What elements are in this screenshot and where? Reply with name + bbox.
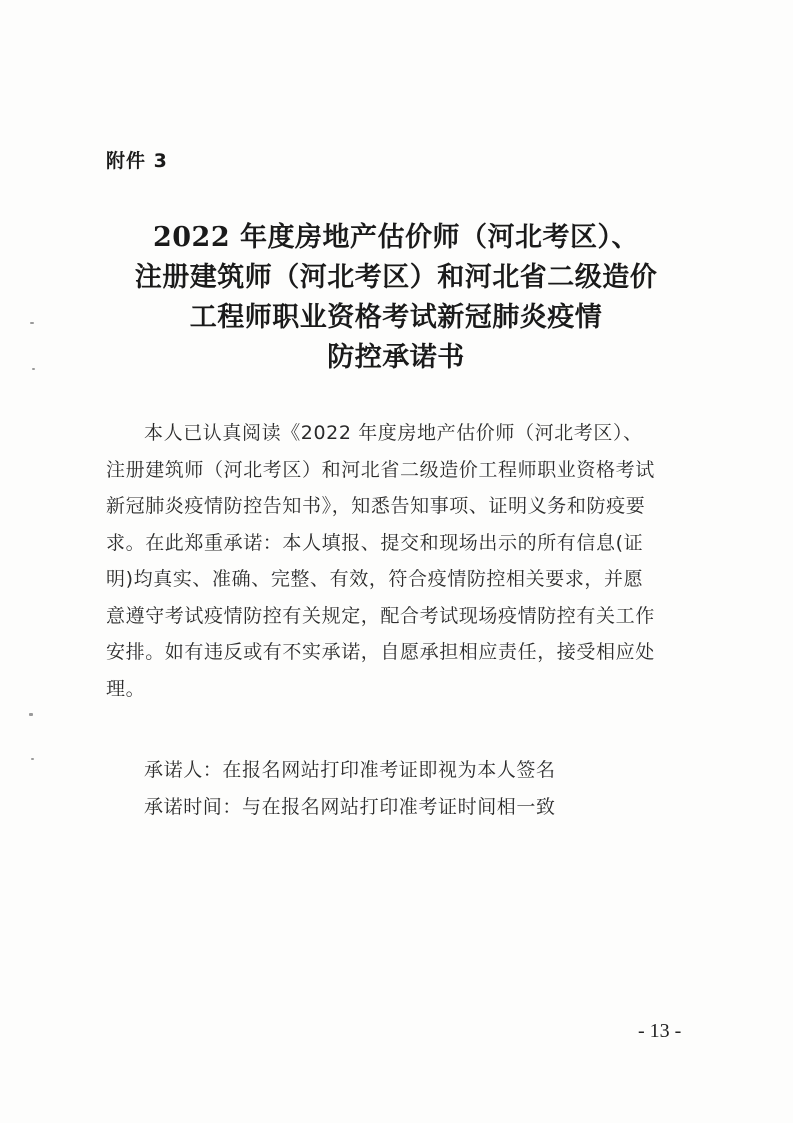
paragraph-line: 本人已认真阅读《2022 年度房地产估价师（河北考区）、 [144, 422, 643, 444]
scan-mark [29, 713, 33, 716]
title-line: 工程师职业资格考试新冠肺炎疫情 [189, 302, 603, 333]
paragraph-line: 新冠肺炎疫情防控告知书》，知悉告知事项、证明义务和防疫要 [106, 495, 646, 517]
document-title [96, 218, 696, 378]
paragraph-line: 求。在此郑重承诺：本人填报、提交和现场出示的所有信息(证 [106, 531, 644, 554]
scan-mark [30, 322, 34, 324]
signer-line: 承诺人：在报名网站打印准考证即视为本人签名 [144, 759, 556, 781]
paragraph-line: 理。 [106, 677, 146, 700]
commitment-paragraph [106, 415, 696, 707]
scan-mark [31, 758, 34, 760]
date-line: 承诺时间：与在报名网站打印准考证时间相一致 [144, 795, 556, 818]
page-number: - 13 - [638, 1020, 682, 1042]
paragraph-line: 安排。如有违反或有不实承诺，自愿承担相应责任，接受相应处 [106, 641, 655, 663]
paragraph-line: 明)均真实、准确、完整、有效，符合疫情防控相关要求，并愿 [106, 568, 644, 590]
title-line: 防控承诺书 [327, 342, 465, 373]
title-line: 注册建筑师（河北考区）和河北省二级造价 [134, 262, 658, 293]
signature-block [144, 752, 556, 825]
title-line: 2022 年度房地产估价师（河北考区）、 [152, 222, 640, 253]
scan-mark [32, 368, 35, 370]
paragraph-line: 意遵守考试疫情防控有关规定，配合考试现场疫情防控有关工作 [106, 604, 655, 627]
attachment-label: 附件 3 [106, 150, 168, 172]
paragraph-line: 注册建筑师（河北考区）和河北省二级造价工程师职业资格考试 [106, 458, 655, 481]
